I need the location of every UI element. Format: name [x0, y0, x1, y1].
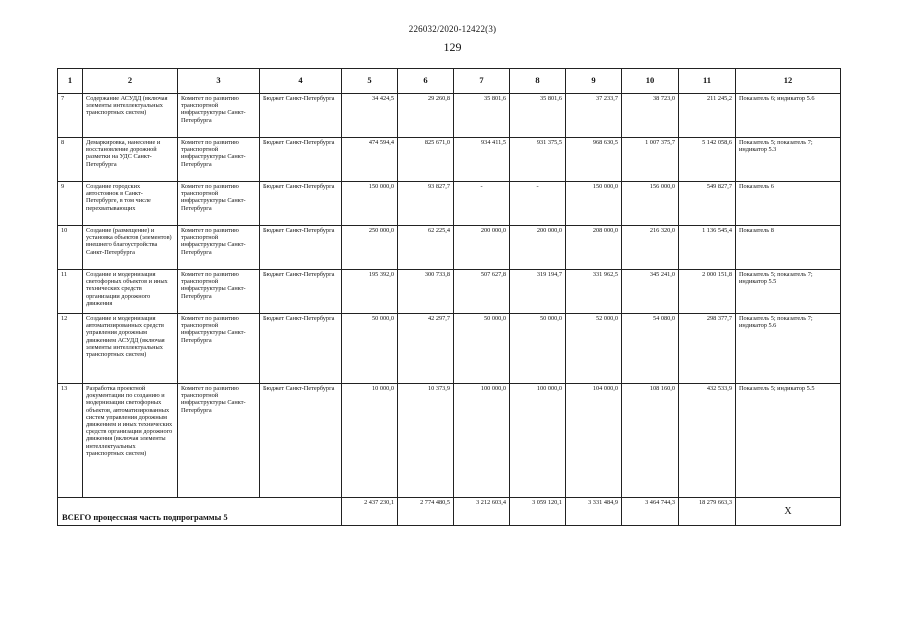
total-mark: X	[736, 498, 841, 526]
total-value: 3 059 120,1	[510, 498, 566, 526]
row-number: 8	[58, 138, 83, 182]
total-value: 3 331 484,9	[566, 498, 622, 526]
activity-name: Создание и модернизация светофорных объектов и иных технических средств организации дорожного движения	[83, 270, 178, 314]
column-header: 1	[58, 69, 83, 94]
table-row	[58, 270, 841, 314]
value-cell: 52 000,0	[566, 314, 622, 384]
value-cell: 200 000,0	[454, 226, 510, 270]
value-cell: 208 000,0	[566, 226, 622, 270]
value-cell: 825 671,0	[398, 138, 454, 182]
value-cell: 35 801,6	[454, 94, 510, 138]
value-cell: 35 801,6	[510, 94, 566, 138]
indicator-cell: Показатель 5; показатель 7; индикатор 5.5	[736, 270, 841, 314]
activity-name: Создание городских автостоянок в Санкт-Петербурге, в том числе перехватывающих	[83, 182, 178, 226]
total-value: 3 464 744,3	[622, 498, 679, 526]
page-number: 129	[443, 40, 462, 54]
activity-name: Демаркировка, нанесение и восстановление дорожной разметки на УДС Санкт-Петербурга	[83, 138, 178, 182]
funding-source: Бюджет Санкт-Петербурга	[260, 226, 342, 270]
indicator-cell: Показатель 5; показатель 7; индикатор 5.3	[736, 138, 841, 182]
value-cell: 42 297,7	[398, 314, 454, 384]
row-number: 9	[58, 182, 83, 226]
value-cell: 34 424,5	[342, 94, 398, 138]
funding-source: Бюджет Санкт-Петербурга	[260, 314, 342, 384]
value-cell: 104 000,0	[566, 384, 622, 498]
activity-name: Создание и модернизация автоматизированных средств управления дорожным движением АСУДД (включая элементы интеллектуальных транспортных систем)	[83, 314, 178, 384]
value-cell: 216 320,0	[622, 226, 679, 270]
value-cell: 38 723,0	[622, 94, 679, 138]
row-number: 11	[58, 270, 83, 314]
value-cell: -	[454, 182, 510, 226]
value-cell: 507 627,8	[454, 270, 510, 314]
value-cell: 62 225,4	[398, 226, 454, 270]
value-cell: 10 000,0	[342, 384, 398, 498]
table-row	[58, 314, 841, 384]
column-header: 2	[83, 69, 178, 94]
activity-name: Содержание АСУДД (включая элементы интеллектуальных транспортных систем)	[83, 94, 178, 138]
column-header: 8	[510, 69, 566, 94]
activity-name: Создание (размещение) и установка объектов (элементов) внешнего благоустройства Санкт-Петербурга	[83, 226, 178, 270]
value-cell: 934 411,5	[454, 138, 510, 182]
total-value: 18 279 663,3	[679, 498, 736, 526]
table-row	[58, 182, 841, 226]
value-cell: 298 377,7	[679, 314, 736, 384]
value-cell: 54 080,0	[622, 314, 679, 384]
value-cell: 1 136 545,4	[679, 226, 736, 270]
value-cell: -	[510, 182, 566, 226]
column-header: 3	[178, 69, 260, 94]
funding-source: Бюджет Санкт-Петербурга	[260, 384, 342, 498]
column-header: 4	[260, 69, 342, 94]
table-row	[58, 138, 841, 182]
row-number: 10	[58, 226, 83, 270]
activity-name: Разработка проектной документации по созданию и модернизации светофорных объектов, автоматизированных систем управления дорожным движением и иных технических средств организации дорожного движения (включая элементы интеллектуальных транспортных систем)	[83, 384, 178, 498]
table-row	[58, 94, 841, 138]
value-cell: 211 245,2	[679, 94, 736, 138]
value-cell: 37 233,7	[566, 94, 622, 138]
executor: Комитет по развитию транспортной инфраструктуры Санкт-Петербурга	[178, 138, 260, 182]
value-cell: 5 142 058,6	[679, 138, 736, 182]
total-value: 2 437 230,1	[342, 498, 398, 526]
value-cell: 150 000,0	[342, 182, 398, 226]
value-cell: 100 000,0	[510, 384, 566, 498]
value-cell: 50 000,0	[510, 314, 566, 384]
executor: Комитет по развитию транспортной инфраструктуры Санкт-Петербурга	[178, 94, 260, 138]
value-cell: 300 733,8	[398, 270, 454, 314]
value-cell: 29 260,8	[398, 94, 454, 138]
value-cell: 432 533,9	[679, 384, 736, 498]
executor: Комитет по развитию транспортной инфраструктуры Санкт-Петербурга	[178, 314, 260, 384]
value-cell: 250 000,0	[342, 226, 398, 270]
value-cell: 931 375,5	[510, 138, 566, 182]
total-label: ВСЕГО процессная часть подпрограммы 5	[58, 498, 342, 526]
indicator-cell: Показатель 5; показатель 7; индикатор 5.6	[736, 314, 841, 384]
total-row	[58, 498, 841, 526]
value-cell: 108 160,0	[622, 384, 679, 498]
value-cell: 93 827,7	[398, 182, 454, 226]
table-row	[58, 226, 841, 270]
funding-source: Бюджет Санкт-Петербурга	[260, 94, 342, 138]
value-cell: 50 000,0	[342, 314, 398, 384]
value-cell: 549 827,7	[679, 182, 736, 226]
value-cell: 2 000 151,8	[679, 270, 736, 314]
value-cell: 150 000,0	[566, 182, 622, 226]
value-cell: 195 392,0	[342, 270, 398, 314]
column-header: 7	[454, 69, 510, 94]
funding-source: Бюджет Санкт-Петербурга	[260, 182, 342, 226]
executor: Комитет по развитию транспортной инфраструктуры Санкт-Петербурга	[178, 270, 260, 314]
column-header: 6	[398, 69, 454, 94]
funding-source: Бюджет Санкт-Петербурга	[260, 138, 342, 182]
value-cell: 100 000,0	[454, 384, 510, 498]
row-number: 7	[58, 94, 83, 138]
column-header: 12	[736, 69, 841, 94]
table-header-row	[58, 69, 841, 94]
column-header: 9	[566, 69, 622, 94]
executor: Комитет по развитию транспортной инфраструктуры Санкт-Петербурга	[178, 226, 260, 270]
indicator-cell: Показатель 6	[736, 182, 841, 226]
column-header: 5	[342, 69, 398, 94]
indicator-cell: Показатель 6; индикатор 5.6	[736, 94, 841, 138]
value-cell: 331 962,5	[566, 270, 622, 314]
total-value: 2 774 480,5	[398, 498, 454, 526]
column-header: 11	[679, 69, 736, 94]
row-number: 12	[58, 314, 83, 384]
value-cell: 156 000,0	[622, 182, 679, 226]
value-cell: 1 007 375,7	[622, 138, 679, 182]
value-cell: 474 594,4	[342, 138, 398, 182]
value-cell: 10 373,9	[398, 384, 454, 498]
table-row	[58, 384, 841, 498]
row-number: 13	[58, 384, 83, 498]
value-cell: 50 000,0	[454, 314, 510, 384]
value-cell: 319 194,7	[510, 270, 566, 314]
column-header: 10	[622, 69, 679, 94]
executor: Комитет по развитию транспортной инфраструктуры Санкт-Петербурга	[178, 182, 260, 226]
budget-table	[57, 68, 841, 526]
total-value: 3 212 603,4	[454, 498, 510, 526]
document-id: 226032/2020-12422(3)	[408, 24, 497, 34]
value-cell: 200 000,0	[510, 226, 566, 270]
indicator-cell: Показатель 8	[736, 226, 841, 270]
executor: Комитет по развитию транспортной инфраструктуры Санкт-Петербурга	[178, 384, 260, 498]
value-cell: 968 630,5	[566, 138, 622, 182]
value-cell: 345 241,0	[622, 270, 679, 314]
funding-source: Бюджет Санкт-Петербурга	[260, 270, 342, 314]
indicator-cell: Показатель 5; индикатор 5.5	[736, 384, 841, 498]
